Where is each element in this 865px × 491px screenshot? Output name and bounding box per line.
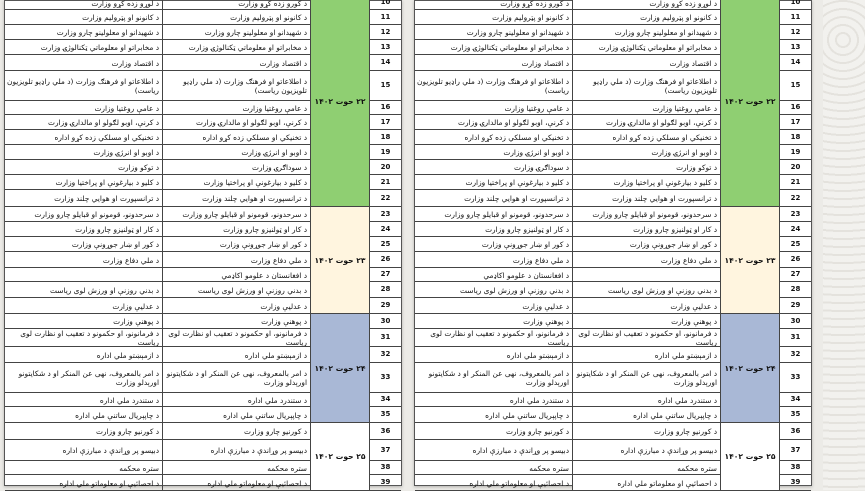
- cell-col1: د تخنیکي او مسلکي زده کړو اداره: [415, 130, 573, 145]
- cell-row-number: 34: [780, 393, 811, 407]
- cell-col1: د بدني روزنې او ورزش لوی ریاست: [5, 282, 163, 298]
- cell-agency-name: د لوړو زده کړو وزارت: [573, 0, 721, 10]
- cell-row-number: 39: [370, 475, 401, 491]
- cell-row-number: 38: [370, 461, 401, 475]
- cell-col1: د ازمېښتو ملي اداره: [5, 347, 163, 363]
- schedule-table-left: [5, 0, 401, 491]
- cell-agency-name: د کرنې، اوبو لګولو او مالدارۍ وزارت: [573, 115, 721, 130]
- cell-agency-name: ستره محکمه: [163, 461, 311, 475]
- cell-col1: د کلیو د بیارغونې او پراختیا وزارت: [415, 175, 573, 190]
- cell-row-number: 33: [370, 363, 401, 393]
- cell-agency-name: د کورو زده کړو وزارت: [163, 0, 311, 10]
- cell-agency-name: د کور او ښار جوړونې وزارت: [573, 237, 721, 252]
- cell-row-number: 29: [780, 298, 811, 314]
- cell-agency-name: د ازمېښتو ملي اداره: [573, 347, 721, 363]
- cell-col1: د عدلیې وزارت: [5, 298, 163, 314]
- cell-agency-name: د عامې روغتیا وزارت: [163, 101, 311, 115]
- cell-col1: د کورنیو چارو وزارت: [415, 423, 573, 440]
- cell-col1: د احصائیې او معلوماتو ملي اداره: [5, 475, 163, 491]
- cell-col1: د توکو وزارت: [5, 160, 163, 175]
- cell-row-number: 25: [370, 237, 401, 252]
- cell-agency-name: د کور او ښار جوړونې وزارت: [163, 237, 311, 252]
- schedule-sheet-left: [4, 0, 402, 486]
- cell-row-number: 12: [780, 25, 811, 40]
- cell-col1: د کلیو د بیارغونې او پراختیا وزارت: [5, 175, 163, 190]
- cell-row-number: 18: [370, 130, 401, 145]
- date-group-cell: ۲۳ حوت ۱۴۰۲: [721, 207, 780, 314]
- cell-agency-name: د امر بالمعروف، نهی عن المنکر او د شکایتونو اورېدلو وزارت: [573, 363, 721, 393]
- cell-col1: د امر بالمعروف، نهی عن المنکر او د شکایتونو اورېدلو وزارت: [5, 363, 163, 393]
- cell-agency-name: د مخابراتو او معلوماتي ټکنالوژۍ وزارت: [573, 40, 721, 55]
- cell-agency-name: د فرمانونو، او حکمونو د تعقیب او نظارت لوی ریاست: [163, 329, 311, 347]
- cell-agency-name: د اقتصاد وزارت: [573, 55, 721, 71]
- cell-agency-name: د بدني روزنې او ورزش لوی ریاست: [573, 282, 721, 298]
- cell-col1: د ستندرد ملي اداره: [415, 393, 573, 407]
- cell-agency-name: د اطلاعاتو او فرهنګ وزارت (د ملي راډیو تلویزیون ریاست): [163, 71, 311, 101]
- cell-row-number: 21: [780, 175, 811, 190]
- cell-col1: د پوهنې وزارت: [5, 314, 163, 329]
- cell-row-number: 23: [780, 207, 811, 222]
- cell-row-number: 27: [370, 268, 401, 282]
- cell-row-number: 23: [370, 207, 401, 222]
- cell-col1: دبیسو پر وړاندې د مبارزې اداره: [5, 440, 163, 461]
- cell-row-number: 14: [780, 55, 811, 71]
- date-group-cell: ۲۳ حوت ۱۴۰۲: [311, 207, 370, 314]
- cell-agency-name: د اطلاعاتو او فرهنګ وزارت (د ملي راډیو تلویزیون ریاست): [573, 71, 721, 101]
- cell-row-number: 10: [780, 0, 811, 10]
- cell-row-number: 37: [370, 440, 401, 461]
- cell-agency-name: د مخابراتو او معلوماتي ټکنالوژۍ وزارت: [163, 40, 311, 55]
- cell-agency-name: د احصائیې او معلوماتو ملي اداره: [573, 475, 721, 491]
- cell-agency-name: د امر بالمعروف، نهی عن المنکر او د شکایتونو اورېدلو وزارت: [163, 363, 311, 393]
- cell-row-number: 28: [780, 282, 811, 298]
- cell-col1: د کار او ټولنیزو چارو وزارت: [5, 222, 163, 237]
- cell-col1: د سرحدونو، قومونو او قبایلو چارو وزارت: [5, 207, 163, 222]
- cell-col1: د لوړو زده کړو وزارت: [5, 0, 163, 10]
- cell-row-number: 20: [370, 160, 401, 175]
- cell-agency-name: د شهیدانو او معلولینو چارو وزارت: [573, 25, 721, 40]
- cell-row-number: 35: [780, 407, 811, 423]
- cell-agency-name: د چاپېریال ساتنې ملي اداره: [573, 407, 721, 423]
- cell-agency-name: د ترانسپورت او هوایي چلند وزارت: [163, 190, 311, 207]
- cell-agency-name: د پوهنې وزارت: [163, 314, 311, 329]
- cell-col1: دبیسو پر وړاندې د مبارزې اداره: [415, 440, 573, 461]
- cell-agency-name: د ترانسپورت او هوایي چلند وزارت: [573, 190, 721, 207]
- cell-row-number: 25: [780, 237, 811, 252]
- cell-col1: د چاپېریال ساتنې ملي اداره: [415, 407, 573, 423]
- cell-row-number: 28: [370, 282, 401, 298]
- cell-row-number: 21: [370, 175, 401, 190]
- cell-row-number: 38: [780, 461, 811, 475]
- cell-agency-name: د بدني روزنې او ورزش لوی ریاست: [163, 282, 311, 298]
- cell-col1: د عامې روغتیا وزارت: [5, 101, 163, 115]
- cell-row-number: 11: [780, 10, 811, 25]
- cell-row-number: 18: [780, 130, 811, 145]
- cell-col1: د سوداګرۍ وزارت: [415, 160, 573, 175]
- cell-row-number: 39: [780, 475, 811, 491]
- cell-row-number: 37: [780, 440, 811, 461]
- cell-col1: د کار او ټولنیزو چارو وزارت: [415, 222, 573, 237]
- cell-col1: د ملي دفاع وزارت: [415, 252, 573, 268]
- cell-col1: د بدني روزنې او ورزش لوی ریاست: [415, 282, 573, 298]
- cell-agency-name: د کرنې، اوبو لګولو او مالدارۍ وزارت: [163, 115, 311, 130]
- cell-row-number: 26: [370, 252, 401, 268]
- cell-agency-name: د اقتصاد وزارت: [163, 55, 311, 71]
- cell-row-number: 13: [370, 40, 401, 55]
- cell-agency-name: د عدلیې وزارت: [163, 298, 311, 314]
- cell-col1: د مخابراتو او معلوماتي ټکنالوژۍ وزارت: [415, 40, 573, 55]
- cell-row-number: 33: [780, 363, 811, 393]
- cell-col1: د کرنې، اوبو لګولو او مالدارۍ وزارت: [415, 115, 573, 130]
- cell-agency-name: د سوداګرۍ وزارت: [163, 160, 311, 175]
- cell-row-number: 20: [780, 160, 811, 175]
- cell-col1: د کانونو او پټرولیم وزارت: [5, 10, 163, 25]
- cell-agency-name: د تخنیکي او مسلکي زده کړو اداره: [163, 130, 311, 145]
- cell-row-number: 19: [780, 145, 811, 160]
- cell-row-number: 31: [370, 329, 401, 347]
- cell-row-number: 22: [780, 190, 811, 207]
- cell-row-number: 27: [780, 268, 811, 282]
- cell-agency-name: د ستندرد ملي اداره: [163, 393, 311, 407]
- cell-row-number: 36: [370, 423, 401, 440]
- cell-row-number: 10: [370, 0, 401, 10]
- cell-row-number: 11: [370, 10, 401, 25]
- cell-row-number: 24: [370, 222, 401, 237]
- schedule-sheet-right: [414, 0, 812, 486]
- cell-col1: د اقتصاد وزارت: [5, 55, 163, 71]
- cell-agency-name: د ستندرد ملي اداره: [573, 393, 721, 407]
- cell-col1: د ترانسپورت او هوایي چلند وزارت: [415, 190, 573, 207]
- cell-col1: د اوبو او انرژۍ وزارت: [5, 145, 163, 160]
- cell-col1: د کورنیو چارو وزارت: [5, 423, 163, 440]
- cell-agency-name: د سرحدونو، قومونو او قبایلو چارو وزارت: [573, 207, 721, 222]
- cell-row-number: 17: [780, 115, 811, 130]
- cell-agency-name: د ملي دفاع وزارت: [163, 252, 311, 268]
- cell-agency-name: د تخنیکي او مسلکي زده کړو اداره: [573, 130, 721, 145]
- cell-row-number: 16: [780, 101, 811, 115]
- cell-agency-name: د کار او ټولنیزو چارو وزارت: [163, 222, 311, 237]
- cell-col1: د افغانستان د علومو اکاډمي: [415, 268, 573, 282]
- cell-row-number: 15: [370, 71, 401, 101]
- cell-agency-name: دبیسو پر وړاندې د مبارزې اداره: [573, 440, 721, 461]
- cell-row-number: 30: [780, 314, 811, 329]
- cell-col1: د اوبو او انرژۍ وزارت: [415, 145, 573, 160]
- cell-row-number: 34: [370, 393, 401, 407]
- cell-col1: د شهیدانو او معلولینو چارو وزارت: [5, 25, 163, 40]
- cell-agency-name: د توکو وزارت: [573, 160, 721, 175]
- cell-col1: د ملي دفاع وزارت: [5, 252, 163, 268]
- cell-col1: د اقتصاد وزارت: [415, 55, 573, 71]
- cell-col1: د اطلاعاتو او فرهنګ وزارت (د ملي راډیو تلویزیون ریاست): [5, 71, 163, 101]
- cell-col1: د سرحدونو، قومونو او قبایلو چارو وزارت: [415, 207, 573, 222]
- cell-col1: د عامې روغتیا وزارت: [415, 101, 573, 115]
- cell-agency-name: د کانونو او پټرولیم وزارت: [163, 10, 311, 25]
- cell-agency-name: د پوهنې وزارت: [573, 314, 721, 329]
- cell-col1: د ستندرد ملي اداره: [5, 393, 163, 407]
- cell-row-number: 36: [780, 423, 811, 440]
- cell-col1: د شهیدانو او معلولینو چارو وزارت: [415, 25, 573, 40]
- cell-col1: د کرنې، اوبو لګولو او مالدارۍ وزارت: [5, 115, 163, 130]
- date-group-cell: ۲۲ حوت ۱۴۰۲: [311, 0, 370, 207]
- cell-row-number: 24: [780, 222, 811, 237]
- cell-agency-name: د کار او ټولنیزو چارو وزارت: [573, 222, 721, 237]
- cell-agency-name: دبیسو پر وړاندې د مبارزې اداره: [163, 440, 311, 461]
- cell-agency-name: د چاپېریال ساتنې ملي اداره: [163, 407, 311, 423]
- cell-agency-name: د ازمېښتو ملي اداره: [163, 347, 311, 363]
- cell-row-number: 35: [370, 407, 401, 423]
- cell-agency-name: د کلیو د بیارغونې او پراختیا وزارت: [573, 175, 721, 190]
- cell-row-number: 14: [370, 55, 401, 71]
- cell-row-number: 12: [370, 25, 401, 40]
- date-group-cell: ۲۴ حوت ۱۴۰۲: [311, 314, 370, 423]
- cell-agency-name: د شهیدانو او معلولینو چارو وزارت: [163, 25, 311, 40]
- cell-col1: د ازمېښتو ملي اداره: [415, 347, 573, 363]
- cell-col1: ستره محکمه: [415, 461, 573, 475]
- cell-row-number: 31: [780, 329, 811, 347]
- cell-row-number: 13: [780, 40, 811, 55]
- cell-agency-name: د کورنیو چارو وزارت: [573, 423, 721, 440]
- cell-col1: [5, 268, 163, 282]
- schedule-table-right: [415, 0, 811, 491]
- cell-row-number: 26: [780, 252, 811, 268]
- cell-agency-name: د فرمانونو، او حکمونو د تعقیب او نظارت لوی ریاست: [573, 329, 721, 347]
- cell-col1: د امر بالمعروف، نهی عن المنکر او د شکایتونو اورېدلو وزارت: [415, 363, 573, 393]
- date-group-cell: ۲۵ حوت ۱۴۰۲: [311, 423, 370, 491]
- cell-row-number: 29: [370, 298, 401, 314]
- cell-agency-name: د سرحدونو، قومونو او قبایلو چارو وزارت: [163, 207, 311, 222]
- cell-col1: د فرمانونو، او حکمونو د تعقیب او نظارت لوی ریاست: [415, 329, 573, 347]
- cell-row-number: 17: [370, 115, 401, 130]
- cell-col1: د چاپېریال ساتنې ملي اداره: [5, 407, 163, 423]
- cell-col1: د کور او ښار جوړونې وزارت: [5, 237, 163, 252]
- cell-col1: د احصائیې او معلوماتو ملي اداره: [415, 475, 573, 491]
- date-group-cell: ۲۴ حوت ۱۴۰۲: [721, 314, 780, 423]
- cell-col1: د تخنیکي او مسلکي زده کړو اداره: [5, 130, 163, 145]
- cell-agency-name: د کانونو او پټرولیم وزارت: [573, 10, 721, 25]
- cell-row-number: 15: [780, 71, 811, 101]
- cell-agency-name: د کورنیو چارو وزارت: [163, 423, 311, 440]
- cell-col1: د عدلیې وزارت: [415, 298, 573, 314]
- cell-col1: د ترانسپورت او هوایي چلند وزارت: [5, 190, 163, 207]
- cell-agency-name: د اوبو او انرژۍ وزارت: [163, 145, 311, 160]
- cell-col1: د مخابراتو او معلوماتي ټکنالوژۍ وزارت: [5, 40, 163, 55]
- cell-col1: د پوهنې وزارت: [415, 314, 573, 329]
- background-pattern: [823, 0, 865, 490]
- cell-col1: د کور او ښار جوړونې وزارت: [415, 237, 573, 252]
- date-group-cell: ۲۲ حوت ۱۴۰۲: [721, 0, 780, 207]
- cell-col1: د کانونو او پټرولیم وزارت: [415, 10, 573, 25]
- cell-col1: ستره محکمه: [5, 461, 163, 475]
- cell-col1: د فرمانونو، او حکمونو د تعقیب او نظارت لوی ریاست: [5, 329, 163, 347]
- cell-col1: د کورو زده کړو وزارت: [415, 0, 573, 10]
- cell-agency-name: د احصائیې او معلوماتو ملي اداره: [163, 475, 311, 491]
- cell-col1: د اطلاعاتو او فرهنګ وزارت (د ملي راډیو تلویزیون ریاست): [415, 71, 573, 101]
- cell-agency-name: د کلیو د بیارغونې او پراختیا وزارت: [163, 175, 311, 190]
- cell-row-number: 16: [370, 101, 401, 115]
- cell-row-number: 22: [370, 190, 401, 207]
- cell-agency-name: [573, 268, 721, 282]
- cell-agency-name: ستره محکمه: [573, 461, 721, 475]
- cell-row-number: 32: [780, 347, 811, 363]
- cell-row-number: 32: [370, 347, 401, 363]
- cell-row-number: 19: [370, 145, 401, 160]
- cell-agency-name: د ملي دفاع وزارت: [573, 252, 721, 268]
- cell-agency-name: د اوبو او انرژۍ وزارت: [573, 145, 721, 160]
- cell-row-number: 30: [370, 314, 401, 329]
- cell-agency-name: د افغانستان د علومو اکاډمي: [163, 268, 311, 282]
- date-group-cell: ۲۵ حوت ۱۴۰۲: [721, 423, 780, 491]
- cell-agency-name: د عدلیې وزارت: [573, 298, 721, 314]
- cell-agency-name: د عامې روغتیا وزارت: [573, 101, 721, 115]
